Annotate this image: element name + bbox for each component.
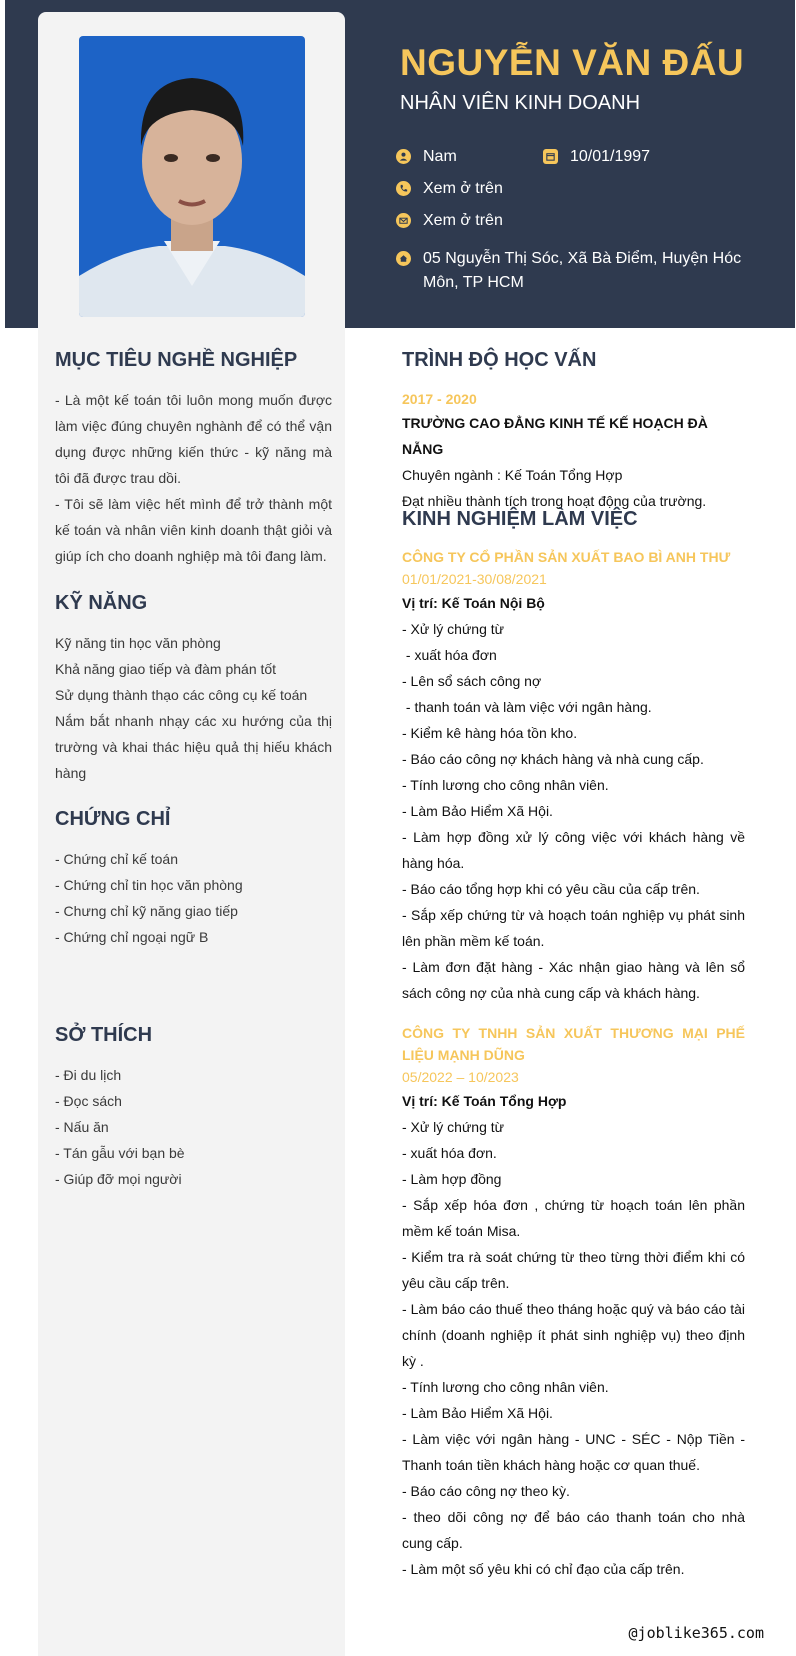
objective-paragraph-1: - Là một kế toán tôi luôn mong muốn được làm việc đúng chuyên nghành để có thể vận dụng được những kiến thức - kỹ năng mà tôi đã được trau dồi. (55, 392, 332, 486)
job-duties (402, 1114, 745, 1582)
gender-row (396, 145, 457, 169)
objective-paragraph-2: - Tôi sẽ làm việc hết mình để trở thành một kế toán và nhân viên kinh doanh thật giỏi và giúp ích cho doanh nghiệp mà tôi đang làm. (55, 496, 332, 564)
duty-item: - Làm hợp đồng (402, 1171, 502, 1187)
hobby-item: - Tán gẫu với bạn bè (55, 1145, 185, 1161)
duty-item: - Làm hợp đồng xử lý công việc với khách hàng về hàng hóa. (402, 829, 745, 871)
job-period: 05/2022 – 10/2023 (402, 1069, 519, 1085)
calendar-icon (543, 149, 558, 164)
duty-item: - Làm Bảo Hiểm Xã Hội. (402, 1405, 553, 1421)
duty-item: - Xử lý chứng từ (402, 621, 505, 637)
objective-title: MỤC TIÊU NGHỀ NGHIỆP (55, 349, 298, 371)
email-row (396, 209, 503, 233)
duty-item: - Sắp xếp hóa đơn , chứng từ hoạch toán lên phần mềm kế toán Misa. (402, 1197, 745, 1239)
education-school: TRƯỜNG CAO ĐẲNG KINH TẾ KẾ HOẠCH ĐÀ NẴNG (402, 415, 708, 457)
job-period: 01/01/2021-30/08/2021 (402, 571, 547, 587)
mail-icon (396, 213, 411, 228)
certificate-item: - Chứng chỉ ngoại ngữ B (55, 929, 209, 945)
duty-item: - Lên sổ sách công nợ (402, 673, 542, 689)
gender-value: Nam (423, 148, 457, 165)
phone-value: Xem ở trên (423, 180, 503, 197)
certificates-list (55, 846, 332, 950)
certificate-item: - Chứng chỉ tin học văn phòng (55, 877, 243, 893)
phone-row (396, 177, 503, 201)
skill-item: Khả năng giao tiếp và đàm phán tốt (55, 661, 277, 677)
job-company: CÔNG TY CỔ PHẦN SẢN XUẤT BAO BÌ ANH THƯ (402, 549, 731, 565)
duty-item: - Làm báo cáo thuế theo tháng hoặc quý và báo cáo tài chính (doanh nghiệp ít phát sinh nghiệp vụ) theo định kỳ . (402, 1301, 745, 1369)
address-value: 05 Nguyễn Thị Sóc, Xã Bà Điểm, Huyện Hóc Môn, TP HCM (423, 250, 742, 291)
duty-item: - Làm việc với ngân hàng - UNC - SÉC - Nộp Tiền - Thanh toán tiền khách hàng hoặc cơ quan thuế. (402, 1431, 745, 1473)
phone-icon (396, 181, 411, 196)
address-row (396, 247, 756, 295)
objective-text (55, 387, 332, 569)
education-block (402, 388, 745, 514)
education-major: Chuyên ngành : Kế Toán Tổng Hợp (402, 467, 623, 483)
certificate-item: - Chưng chỉ kỹ năng giao tiếp (55, 903, 238, 919)
job-position: Vị trí: Kế Toán Tổng Hợp (402, 1093, 567, 1109)
job-company: CÔNG TY TNHH SẢN XUẤT THƯƠNG MẠI PHẾ LIỆU MẠNH DŨNG (402, 1025, 745, 1063)
education-period: 2017 - 2020 (402, 391, 477, 407)
duty-item: - thanh toán và làm việc với ngân hàng. (402, 699, 652, 715)
certificate-item: - Chứng chỉ kế toán (55, 851, 178, 867)
duty-item: - Kiểm kê hàng hóa tồn kho. (402, 725, 578, 741)
skills-title: KỸ NĂNG (55, 592, 148, 614)
hobbies-list (55, 1062, 332, 1192)
duty-item: - Báo cáo công nợ theo kỳ. (402, 1483, 570, 1499)
duty-item: - Báo cáo tổng hợp khi có yêu cầu của cấp trên. (402, 881, 700, 897)
birthday-row (543, 145, 650, 169)
hobby-item: - Giúp đỡ mọi người (55, 1171, 182, 1187)
hobby-item: - Đọc sách (55, 1093, 122, 1109)
duty-item: - Báo cáo công nợ khách hàng và nhà cung cấp. (402, 751, 704, 767)
education-note: Đạt nhiều thành tích trong hoạt động của trường. (402, 493, 707, 509)
duty-item: - Sắp xếp chứng từ và hoạch toán nghiệp vụ phát sinh lên phần mềm kế toán. (402, 907, 745, 949)
job-block-2 (402, 1022, 745, 1582)
skill-item: Nắm bắt nhanh nhạy các xu hướng của thị trường và khai thác hiệu quả thị hiếu khách hàng (55, 713, 332, 781)
duty-item: - Tính lương cho công nhân viên. (402, 777, 609, 793)
skill-item: Kỹ năng tin học văn phòng (55, 635, 221, 651)
birthday-value: 10/01/1997 (570, 148, 651, 165)
duty-item: - Làm một số yêu khi có chỉ đạo của cấp trên. (402, 1561, 685, 1577)
candidate-name: NGUYỄN VĂN ĐẤU (400, 42, 745, 83)
duty-item: - xuất hóa đơn. (402, 1145, 497, 1161)
job-duties (402, 616, 745, 1006)
duty-item: - theo dõi công nợ để báo cáo thanh toán cho nhà cung cấp. (402, 1509, 745, 1551)
hobby-item: - Nấu ăn (55, 1119, 109, 1135)
home-icon (396, 251, 411, 266)
job-block-1 (402, 546, 745, 1006)
watermark: @joblike365.com (628, 1624, 764, 1642)
duty-item: - Làm đơn đặt hàng - Xác nhận giao hàng và lên sổ sách công nợ của nhà cung cấp và khách hàng. (402, 959, 745, 1001)
hobby-item: - Đi du lịch (55, 1067, 122, 1083)
user-icon (396, 149, 411, 164)
job-position: Vị trí: Kế Toán Nội Bộ (402, 595, 545, 611)
duty-item: - Tính lương cho công nhân viên. (402, 1379, 609, 1395)
experience-title: KINH NGHIỆM LÀM VIỆC (402, 508, 638, 530)
duty-item: - Xử lý chứng từ (402, 1119, 505, 1135)
job-title: NHÂN VIÊN KINH DOANH (400, 92, 641, 114)
education-title: TRÌNH ĐỘ HỌC VẤN (402, 349, 597, 371)
duty-item: - xuất hóa đơn (402, 647, 497, 663)
certificates-title: CHỨNG CHỈ (55, 808, 171, 830)
skills-list (55, 630, 332, 786)
duty-item: - Làm Bảo Hiểm Xã Hội. (402, 803, 553, 819)
duty-item: - Kiểm tra rà soát chứng từ theo từng thời điểm khi có yêu cầu cấp trên. (402, 1249, 745, 1291)
email-value: Xem ở trên (423, 212, 503, 229)
profile-photo (79, 36, 305, 317)
hobbies-title: SỞ THÍCH (55, 1024, 153, 1046)
skill-item: Sử dụng thành thạo các công cụ kế toán (55, 687, 308, 703)
